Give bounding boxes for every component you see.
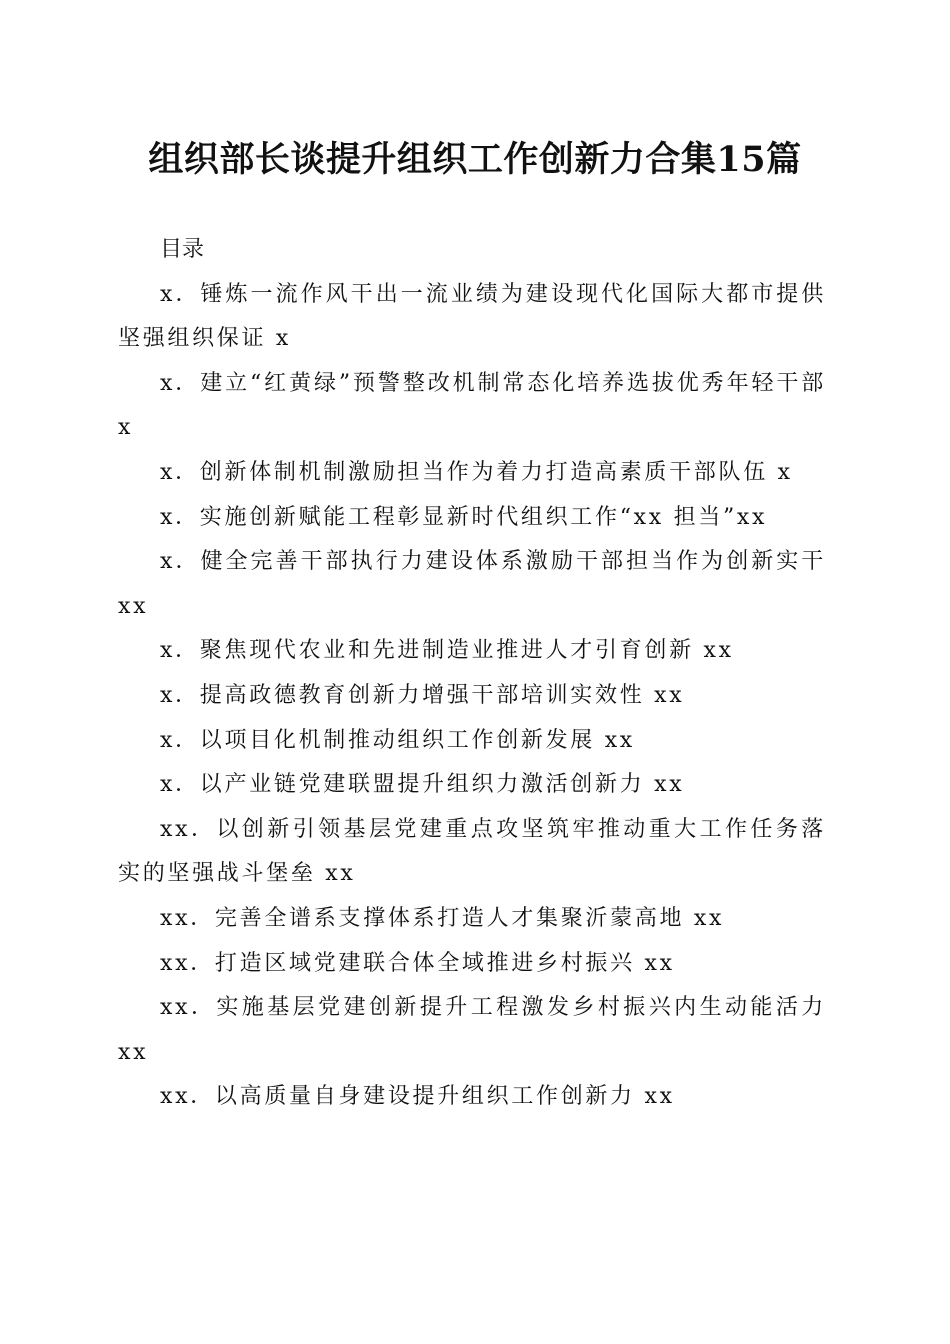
toc-heading: 目录 [160,237,205,262]
toc-entry: x．健全完善干部执行力建设体系激励干部担当作为创新实干 xx [118,549,826,619]
toc-entry: x．提高政德教育创新力增强干部培训实效性 xx [160,682,685,708]
toc-entry: xx．以创新引领基层党建重点攻坚筑牢推动重大工作任务落实的坚强战斗堡垒 xx [118,816,826,887]
toc-entry: x．以产业链党建联盟提升组织力激活创新力 xx [160,772,685,798]
toc-entry: x．建立“红黄绿”预警整改机制常态化培养选拔优秀年轻干部 x [118,370,826,441]
toc-entry: x．创新体制机制激励担当作为着力打造高素质干部队伍 x [160,459,793,485]
toc-entry: x．聚焦现代农业和先进制造业推进人才引育创新 xx [160,638,734,664]
table-of-contents [118,228,826,1120]
toc-entry: xx．实施基层党建创新提升工程激发乡村振兴内生动能活力 xx [118,995,826,1065]
toc-entry: xx．以高质量自身建设提升组织工作创新力 xx [160,1084,675,1110]
toc-entry: x．实施创新赋能工程彰显新时代组织工作“xx 担当”xx [160,504,768,530]
toc-entry: xx．完善全谱系支撑体系打造人才集聚沂蒙高地 xx [160,905,725,931]
toc-entry: xx．打造区域党建联合体全域推进乡村振兴 xx [160,950,675,976]
toc-entry: x．锤炼一流作风干出一流业绩为建设现代化国际大都市提供坚强组织保证 x [118,281,826,352]
document-title: 组织部长谈提升组织工作创新力合集15篇 [148,139,802,180]
toc-entry: x．以项目化机制推动组织工作创新发展 xx [160,727,635,753]
